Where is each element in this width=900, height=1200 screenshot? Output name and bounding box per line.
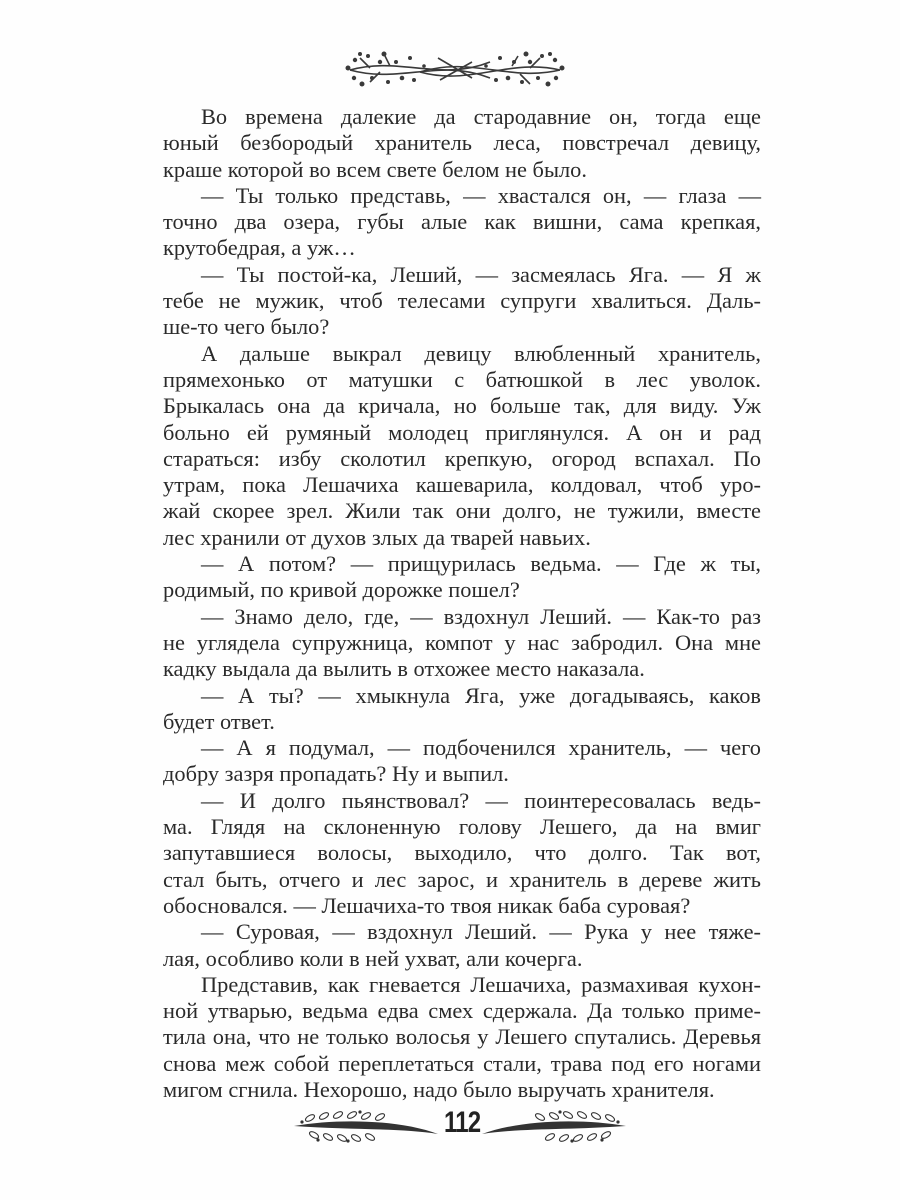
- text-line: юный безбородый хранитель леса, повстречал девицу,: [163, 130, 761, 156]
- text-line: ше-то чего было?: [163, 314, 330, 340]
- text-line: — А ты? — хмыкнула Яга, уже догадываясь, каков: [201, 682, 761, 708]
- leaf-sprig-ornament-icon: [290, 1108, 440, 1144]
- text-line: лес хранили от духов злых да тварей навьих.: [163, 524, 591, 550]
- text-line: — А я подумал, — подбоченился хранитель, — чего: [201, 735, 761, 761]
- text-line: точно два озера, губы алые как вишни, сама крепкая,: [163, 209, 761, 235]
- text-line: — И долго пьянствовал? — поинтересовалась ведь-: [201, 787, 761, 813]
- text-line: А дальше выкрал девицу влюбленный хранитель,: [201, 340, 761, 366]
- text-line: — Знамо дело, где, — вздохнул Леший. — Как-то раз: [201, 603, 761, 629]
- text-line: мигом сгнила. Нехорошо, надо было выручать хранителя.: [163, 1076, 715, 1102]
- text-line: тила она, что не только волосья у Лешего спутались. Деревья: [163, 1024, 761, 1050]
- text-line: жай скорее зрел. Жили так они долго, не тужили, вместе: [163, 498, 761, 524]
- text-line: родимый, по кривой дорожке пошел?: [163, 577, 520, 603]
- text-line: ма. Глядя на склоненную голову Лешего, да на вмиг: [163, 814, 761, 840]
- text-line: обосновался. — Лешачиха-то твоя никак баба суровая?: [163, 892, 691, 918]
- text-line: — Ты только представь, — хвастался он, — глаза —: [201, 182, 761, 208]
- text-line: Во времена далекие да стародавние он, тогда еще: [201, 104, 761, 129]
- text-line: ной утварью, ведьма едва смех сдержала. Да только приме-: [163, 998, 761, 1024]
- text-line: кадку выдала да вылить в отхожее место наказала.: [163, 656, 645, 682]
- text-line: не углядела супружница, компот у нас забродил. Она мне: [163, 629, 761, 655]
- text-line: добру зазря пропадать? Ну и выпил.: [163, 761, 509, 787]
- text-line: запутавшиеся волосы, выходило, что долго. Так вот,: [163, 840, 761, 866]
- body-text: [163, 104, 761, 1103]
- text-line: будет ответ.: [163, 708, 275, 734]
- text-line: тебе не мужик, чтоб телесами супруги хвалиться. Даль-: [163, 288, 761, 314]
- text-line: Брыкалась она да кричала, но больше так, для виду. Уж: [163, 393, 761, 419]
- text-line: больно ей румяный молодец приглянулся. А он и рад: [163, 419, 761, 445]
- leaf-sprig-ornament-icon: [480, 1108, 630, 1144]
- text-line: — Суровая, — вздохнул Леший. — Рука у нее тяже-: [201, 919, 761, 945]
- text-line: лая, особливо коли в ней ухват, али кочерга.: [163, 945, 583, 971]
- page-footer: [290, 1100, 630, 1150]
- text-line: — Ты постой-ка, Леший, — засмеялась Яга. — Я ж: [201, 261, 761, 287]
- text-line: стал быть, отчего и лес зарос, и хранитель в дереве жить: [163, 866, 761, 892]
- text-line: прямехонько от матушки с батюшкой в лес уволок.: [163, 366, 761, 392]
- page-number: 112: [444, 1106, 481, 1139]
- berry-vine-ornament-icon: [340, 48, 570, 90]
- text-line: стараться: избу сколотил крепкую, огород вспахал. По: [163, 445, 761, 471]
- text-line: крутобедрая, а уж…: [163, 235, 356, 261]
- text-line: снова меж собой переплетаться стали, трава под его ногами: [163, 1050, 761, 1076]
- text-line: краше которой во всем свете белом не было.: [163, 156, 587, 182]
- text-line: утрам, пока Лешачиха кашеварила, колдовал, чтоб уро-: [163, 472, 761, 498]
- text-line: — А потом? — прищурилась ведьма. — Где ж ты,: [201, 551, 761, 577]
- text-line: Представив, как гневается Лешачиха, размахивая кухон-: [201, 971, 761, 997]
